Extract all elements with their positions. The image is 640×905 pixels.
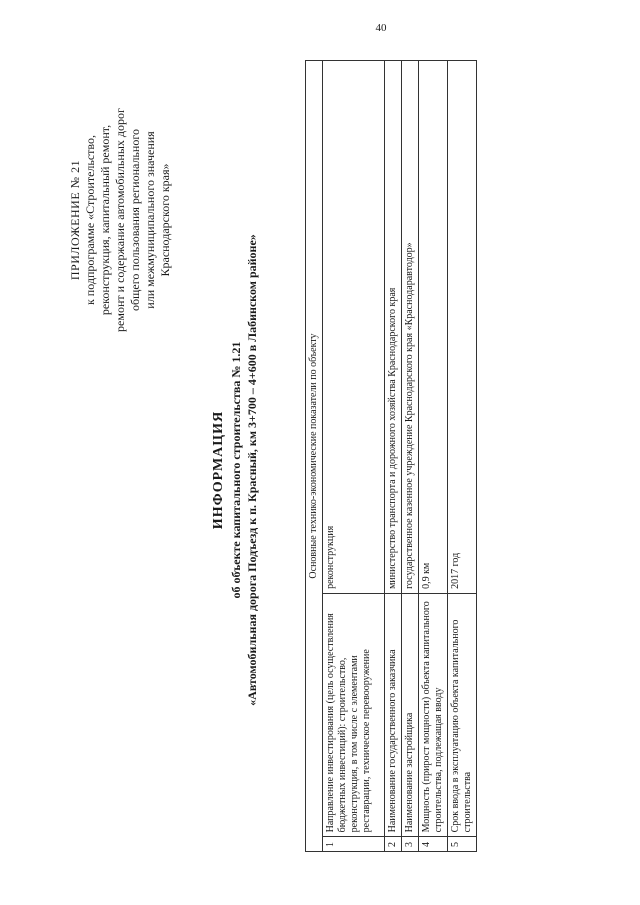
page-number: 40: [375, 22, 387, 34]
row-number: 4: [419, 837, 448, 852]
document-title: ИНФОРМАЦИЯ: [211, 410, 226, 530]
appendix-line: Краснодарского края»: [158, 163, 172, 277]
indicators-table: [305, 60, 477, 852]
row-value: реконструкция: [323, 61, 385, 594]
row-name: Мощность (прирост мощности) объекта капитального строительства, подлежащая вводу: [419, 593, 448, 836]
row-value: 0,9 км: [419, 61, 448, 594]
row-name: Наименование государственного заказчика: [385, 593, 402, 836]
appendix-line: к подпрограмме «Строительство,: [83, 134, 97, 306]
row-number: 3: [402, 837, 419, 852]
table-row: [323, 61, 385, 852]
row-name: Срок ввода в эксплуатацию объекта капитального строительства: [448, 593, 477, 836]
appendix-title: ПРИЛОЖЕНИЕ № 21: [68, 159, 82, 281]
row-number: 5: [448, 837, 477, 852]
table-row: [402, 61, 419, 852]
row-number: 2: [385, 837, 402, 852]
table-header-row: [306, 61, 323, 852]
table-header: Основные технико-экономические показатели по объекту: [306, 61, 323, 852]
row-value: 2017 год: [448, 61, 477, 594]
table-row: [385, 61, 402, 852]
object-name: «Автомобильная дорога Подъезд к п. Красный, км 3+700 – 4+600 в Лабинском районе»: [245, 234, 259, 706]
appendix-line: ремонт и содержание автомобильных дорог: [113, 108, 127, 332]
row-value: министерство транспорта и дорожного хозяйства Краснодарского края: [385, 61, 402, 594]
appendix-line: или межмуниципального значения: [143, 131, 157, 309]
document-subtitle: об объекте капитального строительства № 1.21: [229, 341, 243, 599]
row-value: государственное казенное учреждение Краснодарского края «Краснодаравтодор»: [402, 61, 419, 594]
row-name: Направление инвестирования (цель осуществления бюджетных инвестиций): строительство, реконструкция, в том числе с элементами реставрации, техническое перевооружение: [323, 593, 385, 836]
appendix-block: [68, 70, 173, 370]
row-name: Наименование застройщика: [402, 593, 419, 836]
rotated-document-body: [20, 30, 620, 890]
appendix-line: общего пользования регионального: [128, 129, 142, 311]
document-heading: [210, 190, 260, 750]
appendix-line: реконструкция, капитальный ремонт,: [98, 124, 112, 316]
row-number: 1: [323, 837, 385, 852]
table-row: [448, 61, 477, 852]
table-row: [419, 61, 448, 852]
